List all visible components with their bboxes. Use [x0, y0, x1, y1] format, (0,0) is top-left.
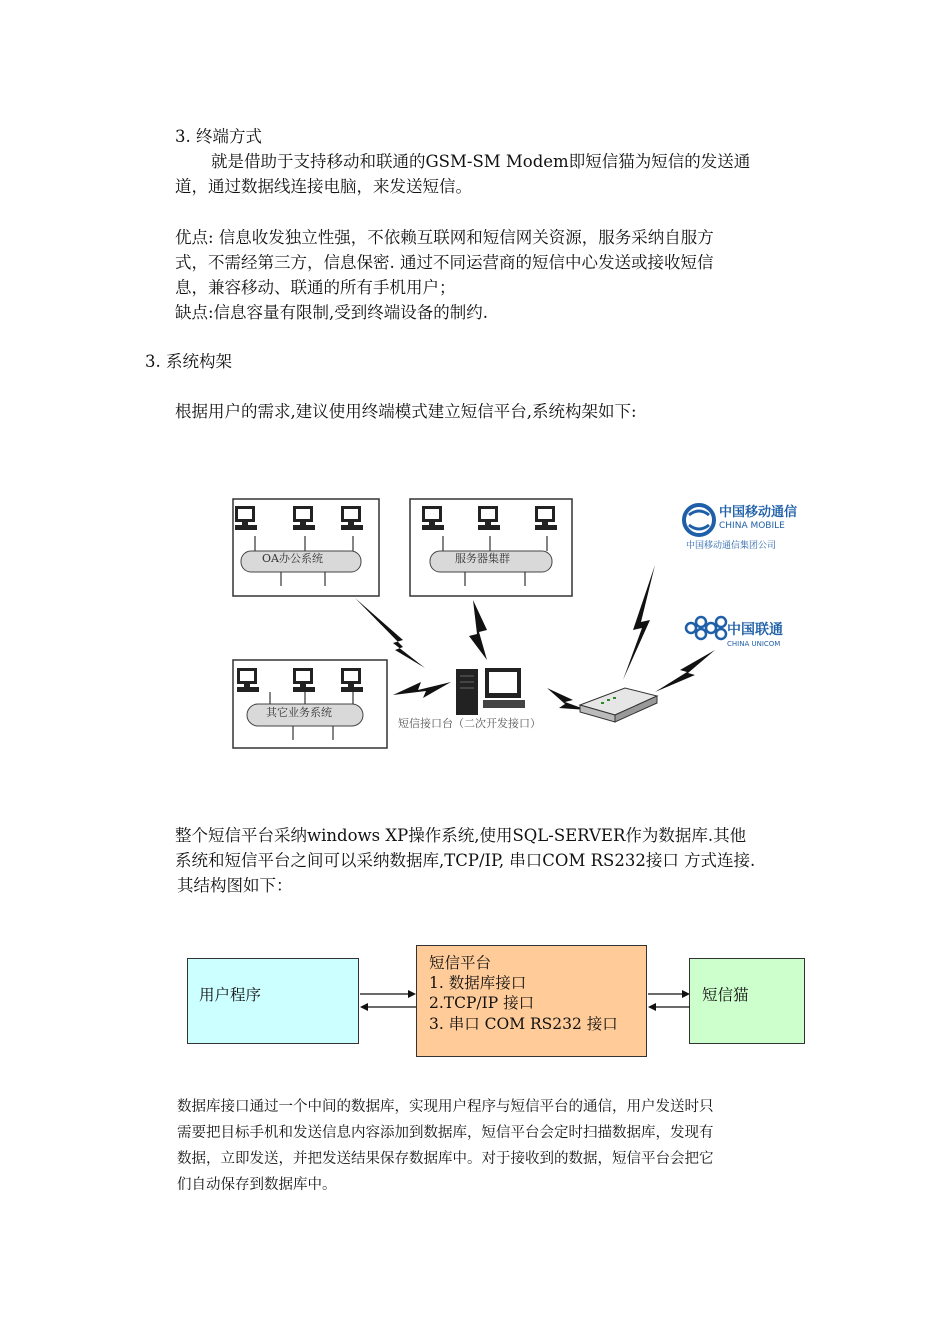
terminal-desc-line2: 道，通过数据线连接电脑，来发送短信。: [175, 177, 472, 196]
china-mobile-logo: [684, 505, 714, 535]
other-cluster-label: 其它业务系统: [266, 706, 332, 719]
user-program-box: [187, 958, 359, 1044]
terminal-desc-line1: 就是借助于支持移动和联通的GSM-SM Modem即短信猫为短信的发送通: [211, 152, 751, 171]
pc-icon: [422, 506, 444, 530]
oa-cluster-label: OA办公系统: [262, 552, 323, 565]
sms-platform-title: 短信平台: [429, 954, 492, 972]
db-interface-line3: 数据，立即发送，并把发送结果保存数据库中。对于接收到的数据，短信平台会把它: [177, 1151, 714, 1167]
pc-icon: [293, 506, 315, 530]
section-heading-terminal: 3. 终端方式: [175, 127, 262, 146]
platform-caption: 短信接口台（二次开发接口）: [398, 717, 541, 730]
db-interface-line2: 需要把目标手机和发送信息内容添加到数据库，短信平台会定时扫描数据库，发现有: [177, 1125, 714, 1141]
arch-intro: 根据用户的需求,建议使用终端模式建立短信平台,系统构架如下:: [175, 402, 637, 421]
pc-icon: [478, 506, 500, 530]
china-unicom-logo: [686, 617, 726, 639]
china-mobile-en: CHINA MOBILE: [719, 521, 785, 531]
server-cluster-label: 服务器集群: [455, 552, 510, 565]
arrows-user-platform: [358, 986, 418, 1016]
link-bolt: [355, 598, 425, 668]
sms-platform-box: [416, 945, 647, 1057]
link-bolt: [393, 682, 451, 698]
link-bolt: [655, 650, 715, 692]
pc-icon: [237, 668, 259, 692]
pc-icon: [341, 506, 363, 530]
pc-icon: [293, 668, 315, 692]
pros-line2: 式，不需经第三方，信息保密. 通过不同运营商的短信中心发送或接收短信: [175, 253, 714, 272]
cons-line: 缺点:信息容量有限制,受到终端设备的制约.: [175, 303, 489, 322]
sms-modem-box: [689, 958, 805, 1044]
section-heading-arch: 3. 系统构架: [145, 352, 232, 371]
pc-icon: [235, 506, 257, 530]
platform-text-line1: 整个短信平台采纳windows XP操作系统,使用SQL-SERVER作为数据库.其他: [175, 826, 747, 845]
china-mobile-cn: 中国移动通信: [719, 505, 798, 520]
sms-platform-item-db: 1. 数据库接口: [429, 974, 527, 992]
sms-modem-label: 短信猫: [702, 986, 749, 1004]
china-mobile-group: 中国移动通信集团公司: [686, 541, 777, 551]
user-program-label: 用户程序: [199, 986, 262, 1004]
db-interface-line1: 数据库接口通过一个中间的数据库，实现用户程序与短信平台的通信，用户发送时只: [177, 1099, 714, 1115]
db-interface-line4: 们自动保存到数据库中。: [177, 1177, 337, 1193]
link-bolt: [623, 565, 655, 680]
platform-text-line3: 其结构图如下：: [177, 876, 293, 895]
sms-platform-item-com: 3. 串口 COM RS232 接口: [429, 1015, 618, 1033]
arrows-platform-modem: [646, 986, 692, 1016]
sms-platform-item-tcp: 2.TCP/IP 接口: [429, 994, 535, 1012]
platform-text-line2: 系统和短信平台之间可以采纳数据库,TCP/IP, 串口COM RS232接口 方式连接.: [175, 851, 756, 870]
china-unicom-en: CHINA UNICOM: [727, 640, 781, 648]
china-unicom-cn: 中国联通: [727, 622, 783, 638]
pros-line1: 优点: 信息收发独立性强，不依赖互联网和短信网关资源，服务采纳自服方: [175, 228, 714, 247]
link-bolt: [469, 600, 487, 660]
pc-icon: [341, 668, 363, 692]
pc-icon: [535, 506, 557, 530]
pros-line3: 息，兼容移动、联通的所有手机用户；: [175, 278, 456, 297]
